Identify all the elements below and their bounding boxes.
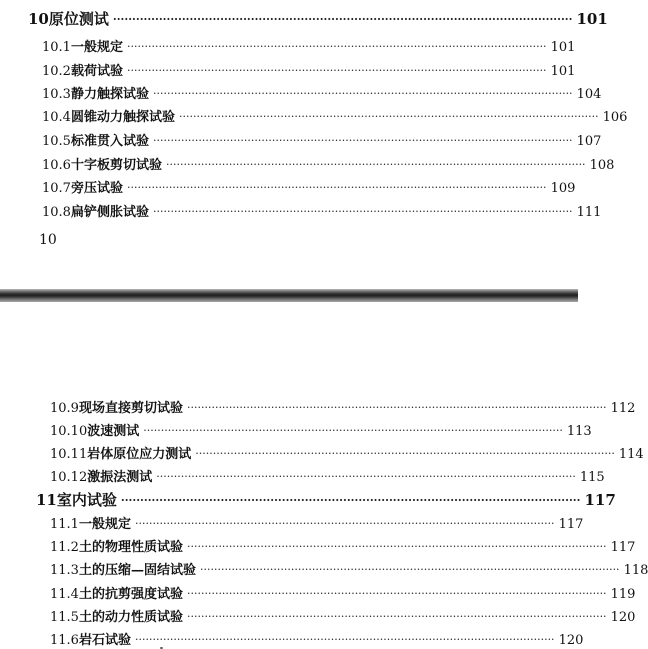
toc-entry-title: 土的压缩—固结试验 [78, 563, 196, 578]
toc-entry-page: 101 [550, 64, 576, 79]
toc-entry-title: 标准贯入试验 [70, 134, 149, 149]
toc-entry [42, 60, 576, 79]
toc-entry [42, 177, 576, 196]
toc-entry-number: 10.9 [50, 401, 79, 416]
dot-leader: ························································································································ [186, 610, 607, 623]
toc-entry-number: 10.2 [42, 64, 71, 79]
dot-leader: ························································································································ [186, 587, 607, 600]
dot-leader: ························································································································ [152, 205, 573, 218]
toc-entry-number: 10.5 [42, 134, 71, 149]
toc-entry-page: 119 [610, 587, 636, 602]
toc-entry [50, 629, 584, 648]
toc-entry [42, 130, 602, 149]
toc-entry [50, 466, 605, 485]
dot-leader: ························································································································ [134, 517, 555, 530]
toc-entry [50, 606, 636, 625]
toc-entry [50, 583, 636, 602]
toc-entry-page: 109 [550, 181, 576, 196]
toc-entry-page: 117 [584, 491, 616, 509]
toc-entry-title: 原位测试 [48, 10, 109, 28]
toc-entry-page: 114 [618, 447, 644, 462]
toc-entry-page: 101 [576, 10, 608, 28]
toc-entry-page: 111 [576, 205, 602, 220]
toc-entry-title: 现场直接剪切试验 [78, 401, 183, 416]
toc-entry-title: 一般规定 [70, 40, 123, 55]
toc-entry-number: 11.4 [50, 587, 79, 602]
toc-entry-title: 岩石试验 [78, 633, 131, 648]
toc-entry-title: 十字板剪切试验 [70, 158, 162, 173]
page-folio: 10 [39, 232, 57, 248]
dot-leader: ························································································································ [152, 134, 573, 147]
toc-entry-number: 10.12 [50, 470, 88, 485]
toc-entry [42, 154, 615, 173]
toc-entry-number: 11.5 [50, 610, 79, 625]
dot-leader: ························································································································ [126, 64, 547, 77]
toc-entry [50, 536, 636, 555]
toc-entry-title: 一般规定 [78, 517, 131, 532]
toc-entry-number: 10.10 [50, 424, 88, 439]
toc-page-top [0, 0, 628, 289]
toc-entry-title: 土的物理性质试验 [78, 540, 183, 555]
toc-entry-page: 120 [610, 610, 636, 625]
toc-entry-number: 11.1 [50, 517, 79, 532]
toc-entry-page: 117 [558, 517, 584, 532]
toc-entry-title: 静力触探试验 [70, 87, 149, 102]
dot-leader: ························································································································ [195, 447, 615, 460]
toc-entry [50, 397, 636, 416]
toc-entry [50, 559, 648, 578]
toc-entry-page: 108 [589, 158, 615, 173]
toc-entry [50, 420, 592, 439]
dot-leader: ························································································································ [165, 158, 586, 171]
toc-entry-title: 土的动力性质试验 [78, 610, 183, 625]
toc-page-bottom [0, 302, 648, 648]
toc-entry-number: 11 [36, 491, 57, 509]
toc-entry [50, 513, 584, 532]
toc-entry-title: 激振法测试 [87, 470, 153, 485]
toc-entry-page: 115 [579, 470, 605, 485]
toc-entry-number: 10.4 [42, 110, 71, 125]
toc-entry-title: 土的抗剪强度试验 [78, 587, 183, 602]
toc-entry-page: 101 [550, 40, 576, 55]
toc-entry [42, 106, 628, 125]
toc-entry-page: 117 [610, 540, 636, 555]
toc-entry-number: 10 [28, 10, 49, 28]
toc-entry-number: 11.2 [50, 540, 79, 555]
toc-entry-page: 112 [610, 401, 636, 416]
toc-entry-page: 104 [576, 87, 602, 102]
dot-leader: ························································································································ [178, 110, 599, 123]
toc-entry [42, 201, 602, 220]
toc-entry [50, 443, 644, 462]
toc-entry [28, 8, 608, 28]
toc-entry-page: 113 [566, 424, 592, 439]
dot-leader: ························································································································ [186, 401, 607, 414]
toc-entry-page: 118 [623, 563, 648, 578]
dot-leader: ························································································································ [152, 87, 573, 100]
dot-leader: ························································································································ [126, 181, 547, 194]
toc-entry-title: 旁压试验 [70, 181, 123, 196]
toc-entry-title: 岩体原位应力测试 [87, 447, 192, 462]
toc-entry-page: 107 [576, 134, 602, 149]
toc-entry-title: 室内试验 [56, 491, 117, 509]
dot-leader: ························································································································ [156, 470, 576, 483]
dot-leader: ························································································································ [186, 540, 607, 553]
toc-entry-number: 10.7 [42, 181, 71, 196]
page-separator [0, 289, 578, 302]
toc-entry-number: 10.6 [42, 158, 71, 173]
dot-leader: ························································································································ [143, 424, 563, 437]
toc-entry-page: 106 [602, 110, 628, 125]
dot-leader: ························································································································ [134, 633, 555, 646]
toc-entry-number: 10.8 [42, 205, 71, 220]
toc-entry [36, 489, 616, 509]
toc-entry [42, 36, 576, 55]
toc-entry-number: 10.1 [42, 40, 71, 55]
dot-leader: ························································································································ [199, 563, 620, 576]
toc-entry-number: 10.3 [42, 87, 71, 102]
toc-entry-title: 扁铲侧胀试验 [70, 205, 149, 220]
toc-entry-page: 120 [558, 633, 584, 648]
toc-entry-number: 11.3 [50, 563, 79, 578]
toc-entry-title: 载荷试验 [70, 64, 123, 79]
dot-leader: ························································································································ [126, 40, 547, 53]
toc-entry-number: 10.11 [50, 447, 88, 462]
toc-entry [42, 83, 602, 102]
toc-entry-title: 圆锥动力触探试验 [70, 110, 175, 125]
dot-leader: ························································································································ [120, 494, 581, 507]
toc-entry-number: 11.6 [50, 633, 79, 648]
dot-leader: ························································································································ [112, 13, 573, 26]
cropped-header-fragment [40, 0, 220, 2]
toc-entry-title: 波速测试 [87, 424, 140, 439]
